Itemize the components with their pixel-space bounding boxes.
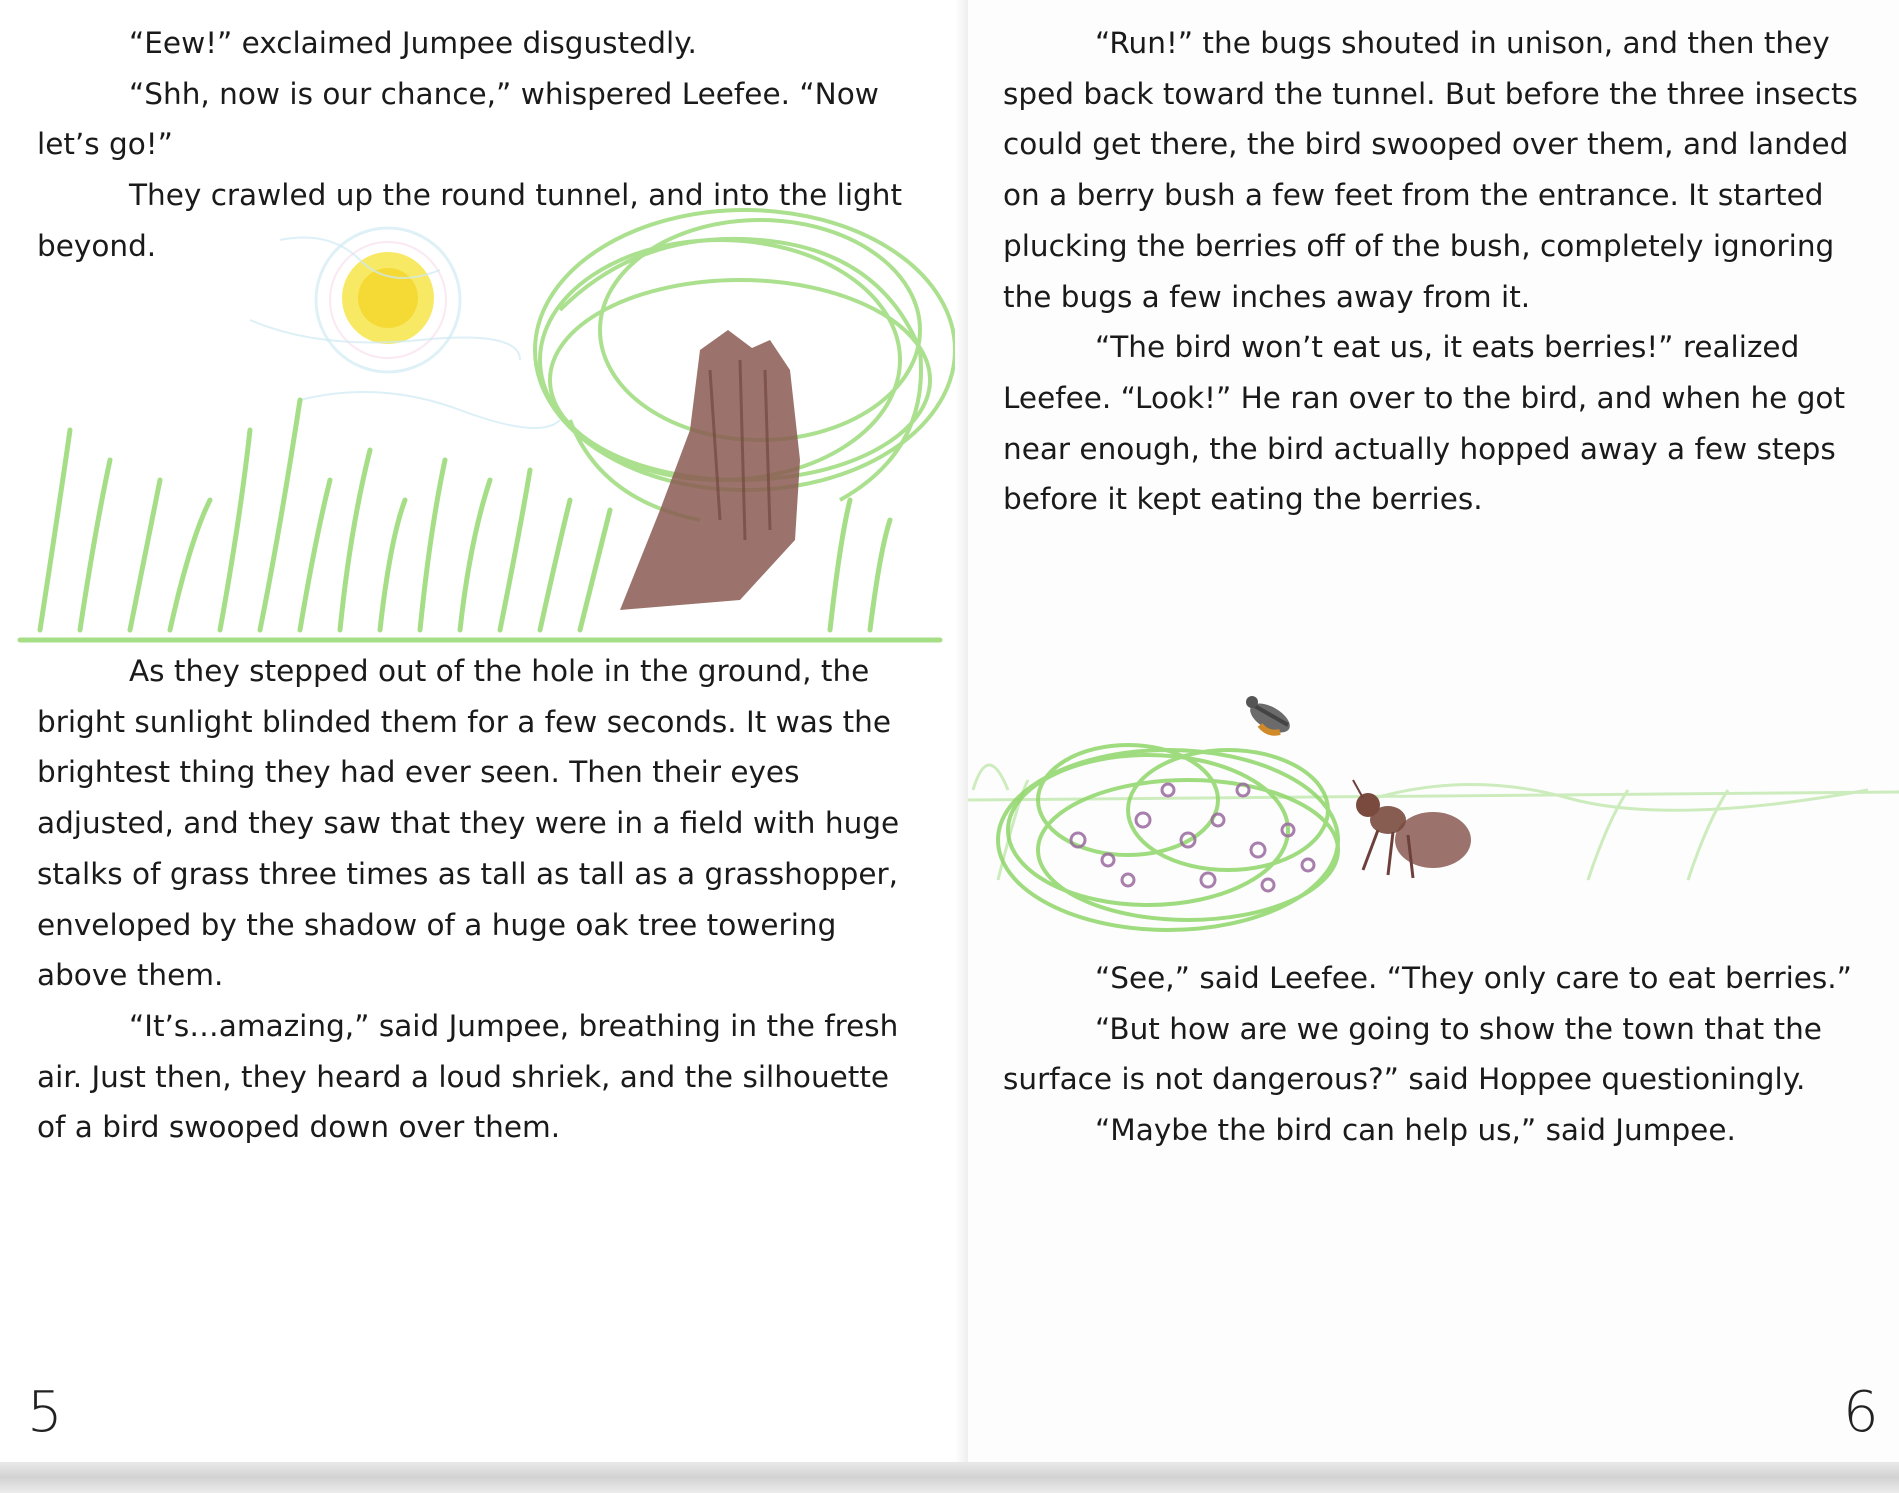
paragraph: “Run!” the bugs shouted in unison, and then they sped back toward the tunnel. But before the three insects could get there, the bird swooped over them, and landed on a berry bush a few feet from the entrance. It started plucking the berries off of the bush, completely ignoring the bugs a few inches away from it. [1003,26,1858,314]
paragraph: “It’s…amazing,” said Jumpee, breathing in the fresh air. Just then, they heard a loud shriek, and the silhouette of a bird swooped down over them. [37,1008,899,1145]
paragraph: “The bird won’t eat us, it eats berries!” realized Leefee. “Look!” He ran over to the bird, and when he got near enough, the bird actually hopped away a few steps before it kept eating the berries. [1003,330,1846,517]
right-illustration [968,680,1899,950]
paragraph: “See,” said Leefee. “They only care to eat berries.” [1095,961,1852,995]
page-number-right: 6 [1843,1380,1879,1445]
left-text-bottom [37,646,907,1153]
sun-drawing [316,228,460,372]
paragraph: “But how are we going to show the town that the surface is not dangerous?” said Hoppee questioningly. [1003,1011,1822,1097]
right-text-bottom [1003,953,1865,1156]
page-bottom-edge [0,1462,1899,1493]
left-illustration [0,200,968,670]
right-page [968,0,1899,1470]
berry-bush-drawing [998,745,1338,930]
page-number-left: 5 [27,1380,63,1445]
paragraph: “Shh, now is our chance,” whispered Leefee. “Now let’s go!” [37,76,879,162]
paragraph: “Maybe the bird can help us,” said Jumpee. [1095,1113,1736,1148]
paragraph: “Eew!” exclaimed Jumpee disgustedly. [129,26,697,60]
paragraph: They crawled up the round tunnel, and into the light beyond. [37,178,903,263]
paragraph: As they stepped out of the hole in the ground, the bright sunlight blinded them for a few seconds. It was the brightest thing they had ever seen. Then their eyes adjusted, and they saw that they were in a field with huge stalks of grass three times as tall as tall as a grasshopper, enveloped by the shadow of a huge oak tree towering above them. [37,654,900,993]
right-text-top [1003,18,1865,525]
bird-drawing [1245,696,1294,739]
